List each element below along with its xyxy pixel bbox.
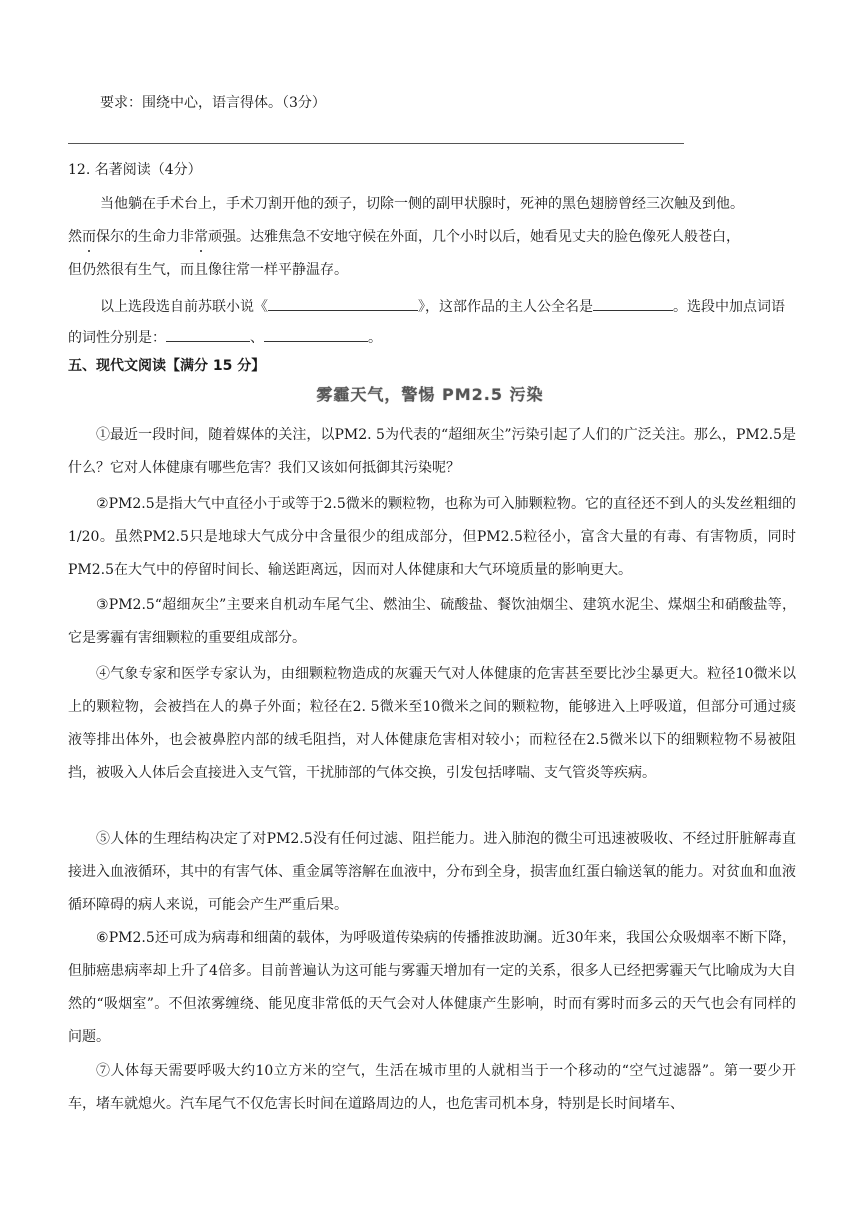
protagonist-name-blank[interactable] [593, 296, 673, 311]
excerpt-line-3: 但仍然很有生气，而且像往常一样平静温存。 [68, 262, 348, 278]
article-paragraph-6: ⑥PM2.5还可成为病毒和细菌的载体，为呼吸道传染病的传播推波助澜。近30年来，我国公众吸烟率不断下降，但肺癌患病率却上升了4倍多。目前普遍认为这可能与雾霾天增加有一定的关系，很多人已经把雾霾天气比喻成为大自然的“吸烟室”。不但浓雾缠绕、能见度非常低的天气会对人体健康产生影响，时而有雾时而多云的天气也会有同样的问题。 [68, 930, 796, 1045]
word-class-blank-2[interactable] [264, 327, 368, 342]
section-5-heading: 五、现代文阅读【满分 15 分】 [68, 358, 266, 374]
article-paragraph-2: ②PM2.5是指大气中直径小于或等于2.5微米的颗粒物，也称为可入肺颗粒物。它的直径还不到人的头发丝粗细的1/20。虽然PM2.5只是地球大气成分中含量很少的组成部分，但PM2.5粒径小，富含大量的有毒、有害物质，同时PM2.5在大气中的停留时间长、输送距离远，因而对人体健康和大气环境质量的影响更大。 [68, 496, 796, 578]
article-paragraph-7: ⑦人体每天需要呼吸大约10立方米的空气，生活在城市里的人就相当于一个移动的“空气过滤器”。第一要少开车，堵车就熄火。汽车尾气不仅危害长时间在道路周边的人，也危害司机本身，特别是长时间堵车、 [68, 1063, 796, 1112]
question-12-prompt-line-1: 以上选段选自前苏联小说《 》，这部作品的主人公全名是 。选段中加点词语 [100, 296, 785, 317]
novel-title-blank[interactable] [268, 296, 418, 311]
article-paragraph-4: ④气象专家和医学专家认为，由细颗粒物造成的灰霾天气对人体健康的危害甚至要比沙尘暴更大。粒径10微米以上的颗粒物，会被挡在人的鼻子外面；粒径在2. 5微米至10微米之间的颗粒物，能够进入上呼吸道，但部分可通过痰液等排出体外，也会被鼻腔内部的绒毛阻挡，对人体健康危害相对较小；而粒径在2.5微米以下的细颗粒物不易被阻挡，被吸入人体后会直接进入支气管，干扰肺部的气体交换，引发包括哮喘、支气管炎等疾病。 [68, 666, 796, 781]
answer-line[interactable] [68, 143, 684, 144]
article-paragraph-1: ①最近一段时间，随着媒体的关注，以PM2. 5为代表的“超细灰尘”污染引起了人们的广泛关注。那么，PM2.5是什么？它对人体健康有哪些危害？我们又该如何抵御其污染呢？ [68, 427, 796, 476]
article-title: 雾霾天气，警惕 PM2.5 污染 [316, 385, 544, 404]
article-paragraph-3: ③PM2.5“超细灰尘”主要来自机动车尾气尘、燃油尘、硫酸盐、餐饮油烟尘、建筑水泥尘、煤烟尘和硝酸盐等，它是雾霾有害细颗粒的重要组成部分。 [68, 597, 796, 646]
question-12-prompt-line-2: 的词性分别是： 、 。 [68, 327, 382, 348]
requirement-text: 要求：围绕中心，语言得体。（3分） [100, 95, 326, 111]
dotted-word-1: 而 [82, 229, 96, 245]
dotted-word-2: 常 [194, 229, 208, 245]
excerpt-line-1: 当他躺在手术台上，手术刀割开他的颈子，切除一侧的副甲状腺时，死神的黑色翅膀曾经三次触及到他。 [100, 196, 744, 212]
question-12-heading: 12. 名著阅读（4分） [68, 162, 202, 178]
excerpt-line-2: 然而保尔的生命力非常顽强。达雅焦急不安地守候在外面，几个小时以后，她看见丈夫的脸色像死人般苍白， [68, 229, 740, 245]
word-class-blank-1[interactable] [166, 327, 250, 342]
article-paragraph-5: ⑤人体的生理结构决定了对PM2.5没有任何过滤、阻拦能力。进入肺泡的微尘可迅速被吸收、不经过肝脏解毒直接进入血液循环，其中的有害气体、重金属等溶解在血液中，分布到全身，损害血红蛋白输送氧的能力。对贫血和血液循环障碍的病人来说，可能会产生严重后果。 [68, 831, 796, 913]
